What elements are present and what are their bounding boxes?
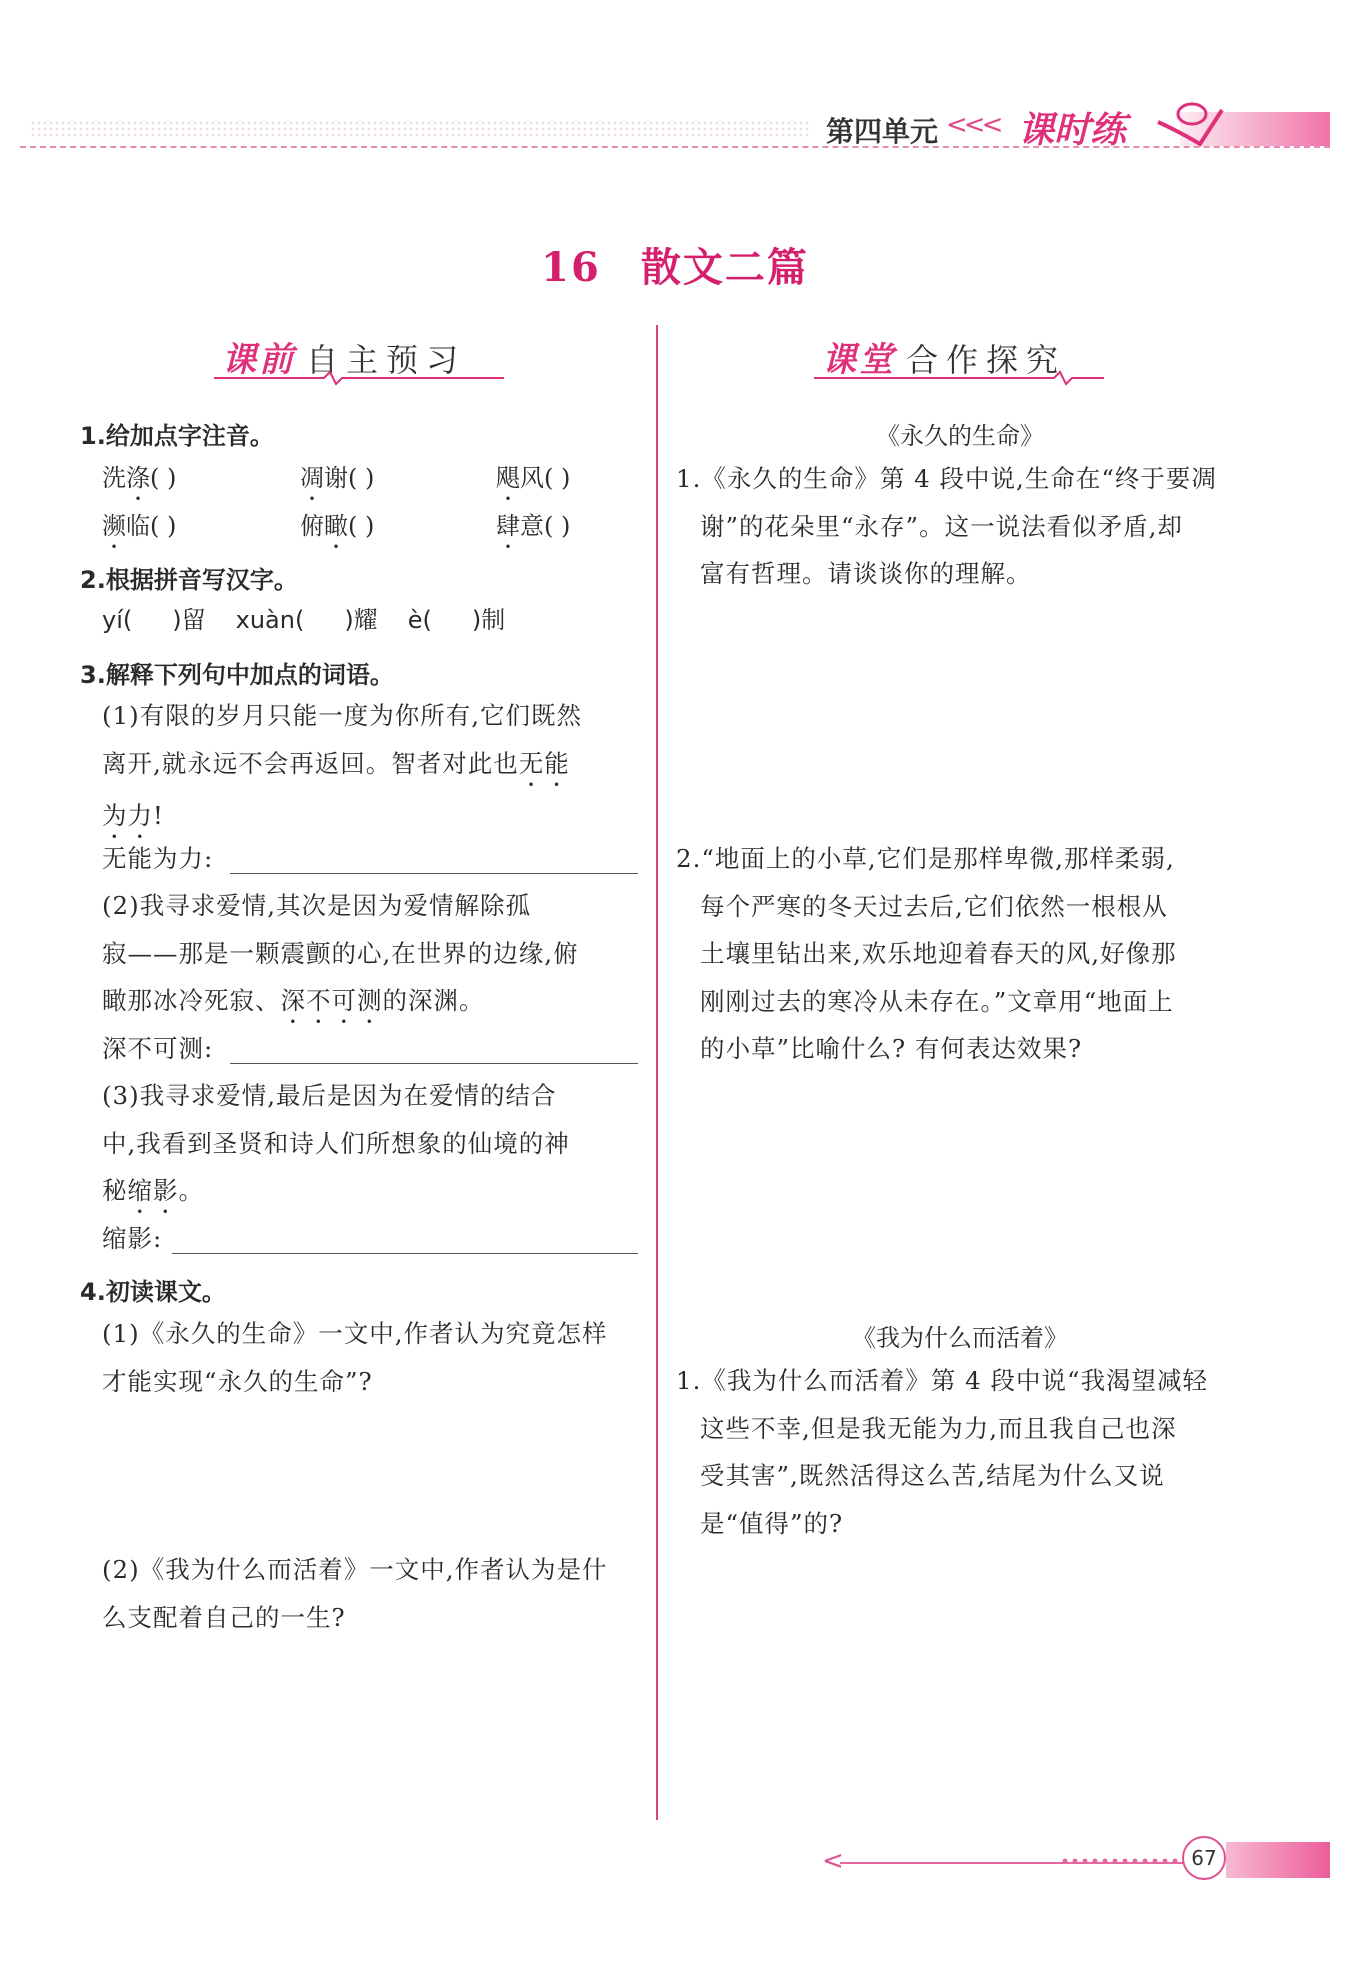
lesson-name: 散文二篇 (640, 244, 809, 291)
lesson-title (0, 236, 1350, 293)
q2-row (102, 597, 642, 645)
q2-pinyin: è( (407, 606, 432, 634)
class-question-2 (676, 835, 1246, 1073)
q1-item (496, 455, 570, 506)
answer-line-1[interactable] (230, 873, 638, 874)
q1-blank[interactable]: ( ) (544, 464, 571, 492)
q1-word: 洗涤 (102, 464, 150, 492)
text-line: 秘缩影。 (102, 1176, 204, 1205)
text-line: 中,我看到圣贤和诗人们所想象的仙境的神 (102, 1128, 570, 1158)
text-line: 的小草”比喻什么? 有何表达效果? (700, 1034, 1083, 1063)
text-line: 2.“地面上的小草,它们是那样卑微,那样柔弱, (676, 844, 1175, 873)
footer-pink-bar (1226, 1842, 1330, 1878)
q2-pinyin: yí( (102, 606, 133, 634)
text-line: 是“值得”的? (700, 1508, 844, 1538)
section-highlight: 课堂 (822, 340, 896, 380)
header-dot-pattern (30, 120, 810, 138)
section-highlight: 课前 (222, 340, 296, 380)
section-header-class (822, 332, 1066, 381)
q4-question-2 (102, 1546, 642, 1641)
unit-label: 第四单元 (826, 115, 939, 148)
text-line: (3)我寻求爱情,最后是因为在爱情的结合 (102, 1081, 557, 1110)
text-line: 谢”的花朵里“永存”。这一说法看似矛盾,却 (700, 511, 1183, 541)
text-line: 受其害”,既然活得这么苦,结尾为什么又说 (700, 1461, 1165, 1490)
q3-sentence-1 (102, 692, 642, 844)
section-rest: 合作探究 (906, 341, 1067, 379)
q4-question-1 (102, 1310, 642, 1405)
q1-word: 凋谢 (300, 464, 348, 492)
chevrons-icon: <<< (946, 110, 1000, 140)
pencil-swirl-icon (1150, 92, 1230, 152)
q3-sentence-2 (102, 882, 642, 1029)
text-line: 富有哲理。请谈谈你的理解。 (700, 559, 1032, 588)
q2-pinyin: xuàn( (235, 606, 305, 634)
q1-blank[interactable]: ( ) (150, 464, 177, 492)
q2-char: )制 (471, 606, 506, 634)
q4-label: 4.初读课文。 (80, 1278, 226, 1306)
q2-label: 2.根据拼音写汉字。 (80, 566, 298, 594)
q1-item (300, 503, 374, 554)
header-dashed-line (20, 146, 1330, 148)
brand-label: 课时练 (1018, 110, 1127, 151)
class-question-3 (676, 1357, 1246, 1547)
text-line: (2)《我为什么而活着》一文中,作者认为是什 (102, 1555, 608, 1584)
text-line: 为力! (102, 800, 164, 830)
q1-blank[interactable]: ( ) (544, 512, 571, 540)
page-number: 67 (1182, 1836, 1226, 1880)
lesson-number: 16 (541, 244, 601, 291)
text-line: (2)我寻求爱情,其次是因为爱情解除孤 (102, 891, 531, 920)
q1-word: 肆意 (496, 512, 544, 540)
q1-item (300, 455, 374, 506)
heartbeat-underline-icon (214, 370, 504, 386)
text-line: 1.《永久的生命》第 4 段中说,生命在“终于要凋 (676, 464, 1217, 493)
answer-label-2: 深不可测: (102, 1034, 214, 1063)
text-line: 土壤里钻出来,欢乐地迎着春天的风,好像那 (700, 939, 1177, 968)
class-question-1 (676, 455, 1246, 598)
column-divider (656, 325, 658, 1820)
answer-label-1: 无能为力: (102, 844, 214, 873)
section-header-preview (222, 332, 466, 381)
q1-label: 1.给加点字注音。 (80, 422, 274, 450)
text-line: 刚刚过去的寒冷从未存在。”文章用“地面上 (700, 986, 1174, 1016)
subsection-title-2: 《我为什么而活着》 (852, 1324, 1068, 1352)
q1-item (102, 455, 176, 506)
q1-blank[interactable]: ( ) (348, 512, 375, 540)
answer-label-3: 缩影: (102, 1224, 163, 1253)
text-line: 每个严寒的冬天过去后,它们依然一根根从 (700, 891, 1168, 921)
text-line: 这些不幸,但是我无能为力,而且我自己也深 (700, 1413, 1177, 1443)
q1-word: 飓风 (496, 464, 544, 492)
text-line: 才能实现“永久的生命”? (102, 1366, 373, 1396)
subsection-title-1: 《永久的生命》 (876, 422, 1044, 450)
answer-line-2[interactable] (230, 1063, 638, 1064)
q1-word: 俯瞰 (300, 512, 348, 540)
q3-sentence-3 (102, 1072, 642, 1219)
arrow-left-icon: < (822, 1846, 844, 1876)
q1-item (496, 503, 570, 554)
text-line: 瞰那冰冷死寂、深不可测的深渊。 (102, 986, 485, 1015)
text-line: (1)《永久的生命》一文中,作者认为究竟怎样 (102, 1319, 608, 1348)
heartbeat-underline-icon (814, 370, 1104, 386)
text-line: 离开,就永远不会再返回。智者对此也无能 (102, 748, 570, 778)
q1-item (102, 503, 176, 554)
q1-word: 濒临 (102, 512, 150, 540)
text-line: 1.《我为什么而活着》第 4 段中说“我渴望减轻 (676, 1366, 1209, 1395)
text-line: 寂——那是一颗震颤的心,在世界的边缘,俯 (102, 938, 579, 968)
q2-char: )留 (172, 606, 206, 634)
text-line: 么支配着自己的一生? (102, 1602, 346, 1632)
footer-dots (1060, 1856, 1178, 1866)
q1-blank[interactable]: ( ) (150, 512, 177, 540)
answer-line-3[interactable] (172, 1253, 638, 1254)
q2-char: )耀 (344, 606, 378, 634)
section-rest: 自主预习 (306, 341, 467, 379)
q1-blank[interactable]: ( ) (348, 464, 375, 492)
q3-label: 3.解释下列句中加点的词语。 (80, 661, 394, 689)
text-line: (1)有限的岁月只能一度为你所有,它们既然 (102, 701, 582, 730)
